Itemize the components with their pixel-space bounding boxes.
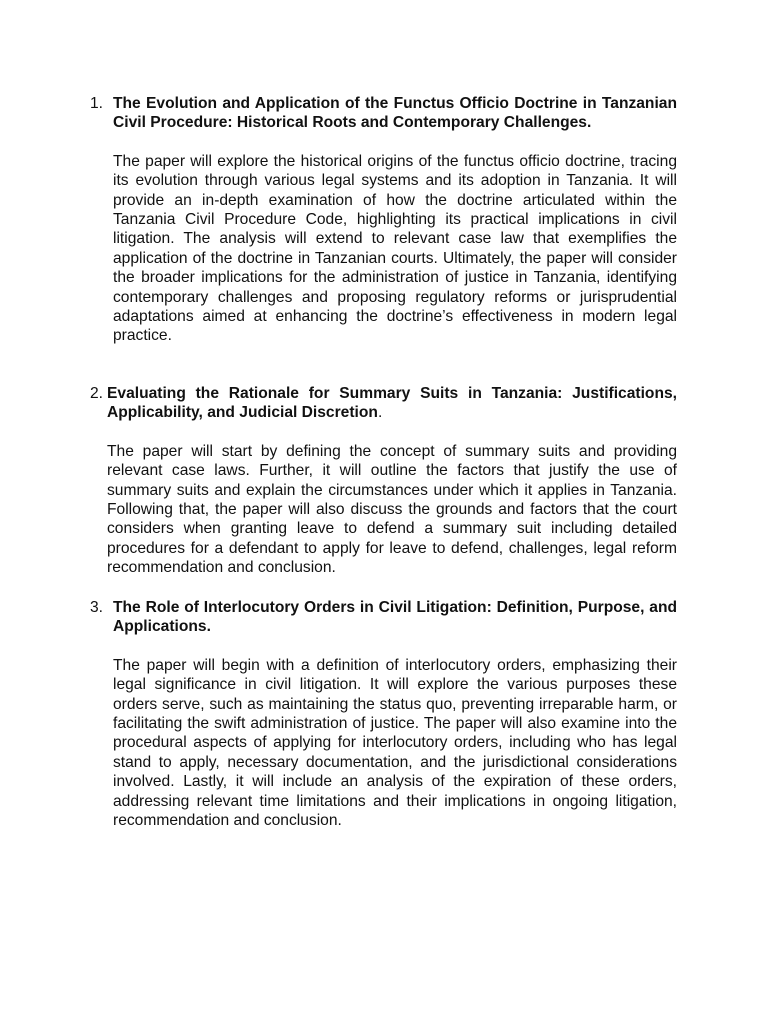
list-item (90, 384, 677, 578)
item-description: The paper will start by defining the concept of summary suits and providing relevant case laws. Further, it will outline the factors that justify the use of summary suits and explain the circumstances under which it applies in Tanzania. Following that, the paper will also discuss the grounds and factors that the court considers when granting leave to defend a summary suit including detailed procedures for a defendant to apply for leave to defend, challenges, legal reform recommendation and conclusion. (107, 442, 677, 577)
item-title-text: The Role of Interlocutory Orders in Civil Litigation: Definition, Purpose, and Applications. (113, 599, 677, 636)
item-title (113, 598, 677, 637)
list-item (90, 598, 677, 830)
item-number: 1. (90, 95, 104, 112)
item-title (107, 384, 677, 423)
item-title (113, 94, 677, 133)
item-title-text: The Evolution and Application of the Functus Officio Doctrine in Tanzanian Civil Procedure: Historical Roots and Contemporary Challenges. (113, 95, 677, 132)
item-description: The paper will explore the historical origins of the functus officio doctrine, tracing its evolution through various legal systems and its adoption in Tanzania. It will provide an in-depth examination of how the doctrine articulated within the Tanzania Civil Procedure Code, highlighting its practical implications in civil litigation. The analysis will extend to relevant case law that exemplifies the application of the doctrine in Tanzanian courts. Ultimately, the paper will consider the broader implications for the administration of justice in Tanzania, identifying contemporary challenges and proposing regulatory reforms or jurisprudential adaptations aimed at enhancing the doctrine’s effectiveness in modern legal practice. (113, 152, 677, 345)
list-item (90, 94, 677, 346)
item-number: 3. (90, 599, 104, 616)
item-number: 2. (90, 385, 104, 402)
item-title-trailing: . (377, 404, 383, 422)
item-description: The paper will begin with a definition of interlocutory orders, emphasizing their legal significance in civil litigation. It will explore the various purposes these orders serve, such as maintaining the status quo, preventing irreparable harm, or facilitating the swift administration of justice. The paper will also examine into the procedural aspects of applying for interlocutory orders, including who has legal stand to apply, necessary documentation, and the jurisdictional considerations involved. Lastly, it will include an analysis of the expiration of these orders, addressing relevant time limitations and their implications in ongoing litigation, recommendation and conclusion. (113, 656, 677, 830)
item-title-text: Evaluating the Rationale for Summary Suits in Tanzania: Justifications, Applicability, and Judicial Discretion (107, 385, 677, 422)
